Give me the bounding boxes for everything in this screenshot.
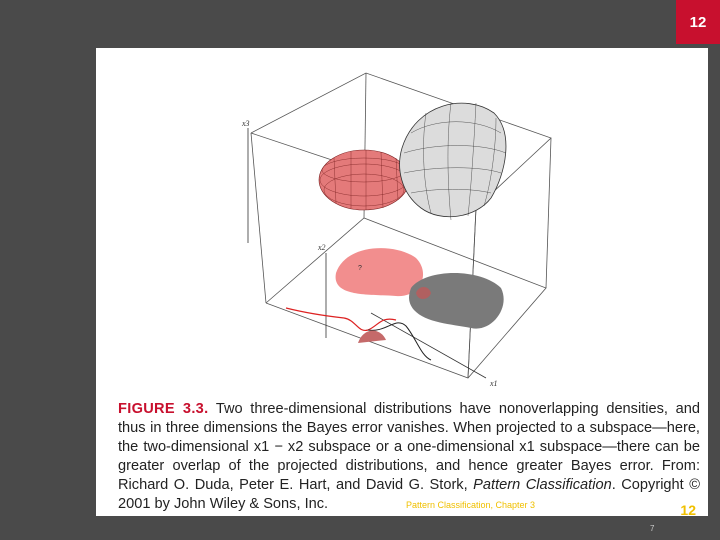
red-1d-density (286, 308, 396, 330)
projected-gray-region (409, 273, 504, 329)
slide-number-badge (676, 0, 720, 44)
projection-marker: ? (358, 265, 362, 272)
axis-label-x1: x1 (490, 379, 498, 388)
box-frame (251, 73, 551, 378)
footer-slide-number: 12 (680, 502, 696, 518)
gray-3d-distribution (400, 103, 506, 220)
caption-label: FIGURE 3.3. (118, 401, 209, 417)
caption-body: Two three-dimensional distributions have nonoverlapping densities, and thus in three dimensions the Bayes error vanishes. When projected to a subspace—here, the two-dimensional x1 − x2 subspace or a one-dimensional x1 subspace—there can be greater overlap of the projected distributions, and hence greater Bayes error. From: Richard O. Duda, Peter E. Hart, and David G. Stork, (118, 401, 700, 493)
red-3d-distribution (319, 150, 409, 210)
page-number: 7 (650, 524, 655, 533)
caption-copyright: . Copyright © 2001 by John Wiley & Sons, Inc. (118, 477, 700, 512)
slide-number: 12 (689, 13, 707, 31)
overlap-1d-region (358, 331, 386, 343)
axis-label-x2: x2 (318, 243, 326, 252)
projected-pink-region (336, 248, 423, 296)
footer-text: Pattern Classification, Chapter 3 (406, 500, 536, 510)
figure-3-3-plot (96, 48, 708, 388)
axis-label-x3: x3 (242, 119, 250, 128)
caption-book-title: Pattern Classification (473, 477, 612, 493)
figure-caption (118, 400, 700, 514)
slide-content (96, 48, 708, 516)
